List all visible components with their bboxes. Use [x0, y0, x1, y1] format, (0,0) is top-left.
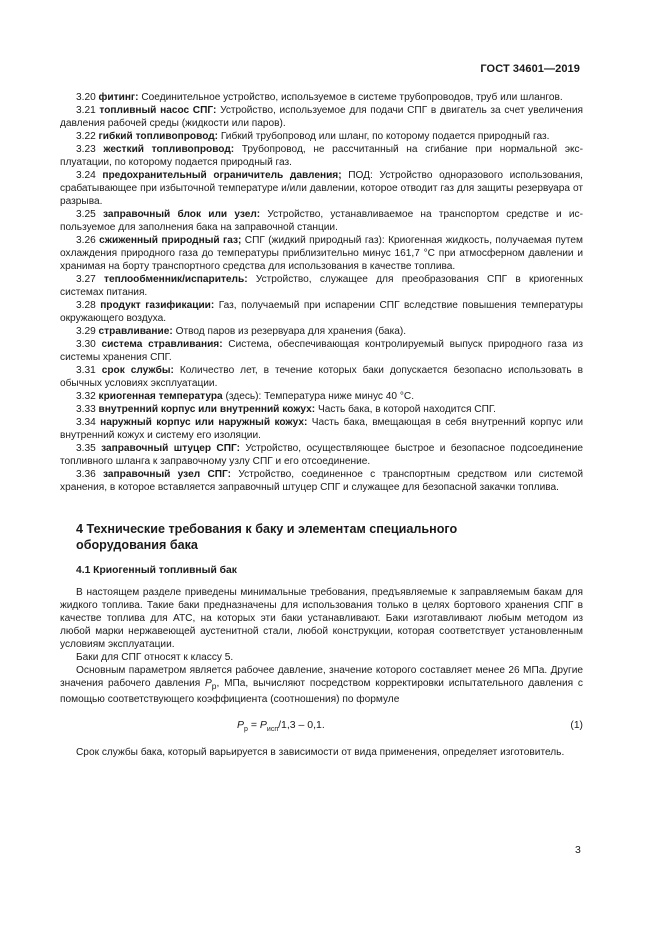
formula-rhs-sub: исп: [266, 726, 279, 734]
term-number: 3.24: [76, 170, 96, 181]
term-name: заправочный штуцер СПГ:: [101, 443, 240, 454]
pressure-text-1: Основным параметром является рабочее давление, значение которого составляет менее 26 МПа. Другие значения рабочего давления: [60, 665, 583, 689]
document-body: [60, 91, 583, 759]
pressure-text-2: , МПа, вычисляют посредством корректировки испытательного давления с помощью соответствующего коэффициента (соотношения) по формуле: [60, 678, 583, 706]
term-definition: Трубопровод, не рассчитанный на сгибание при нормальной эксплуатации, по которому подается природный газ.: [60, 144, 583, 168]
term-item: [60, 169, 583, 208]
term-number: 3.22: [76, 131, 96, 142]
term-definition: Система, обеспечивающая контролируемый выпуск природного газа из системы хранения СПГ.: [60, 339, 583, 363]
section-4-title-line-2: оборудования бака: [76, 538, 198, 552]
term-item: [60, 468, 583, 494]
term-definition: Устройство, используемое для подачи СПГ в двигатель за счет увеличения давления рабочей среды (жидкости или паров).: [60, 105, 584, 129]
term-definition: Устройство, соединенное с транспортным средством или системой хранения, в которое вставляется заправочный штуцер СПГ и служащее для безопасной закачки топлива.: [60, 469, 583, 493]
term-name: заправочный блок или узел:: [102, 209, 261, 220]
subsection-4-1-title: 4.1 Криогенный топливный бак: [76, 565, 237, 576]
term-name: внутренний корпус или внутренний кожух:: [98, 404, 316, 415]
term-name: продукт газификации:: [100, 300, 215, 311]
term-number: 3.34: [76, 417, 96, 428]
page-number: 3: [575, 844, 581, 856]
pressure-symbol-sub: р: [211, 681, 217, 692]
term-item: [60, 91, 583, 104]
formula-1: [237, 719, 325, 736]
term-item: [60, 208, 583, 234]
term-item: [60, 338, 583, 364]
formula-row: [60, 711, 583, 739]
term-definition: ПОД: Устройство одноразового использования, срабатывающее при избыточной температуре и/или давлении, которое отводит газ для защиты резервуара от разрыва.: [60, 170, 583, 207]
term-item: [60, 299, 583, 325]
term-item: [60, 130, 583, 143]
term-definition: Устройство, осуществляющее быстрое и безопасное подсоединение топливного шланга к заправочному узлу СПГ и его отсоединение.: [60, 443, 583, 467]
term-definition: Количество лет, в течение которых баки допускается безопасно использовать в обычных условиях эксплуатации.: [60, 365, 583, 389]
section-4-title: [76, 521, 583, 553]
term-definition: СПГ (жидкий природный газ): Криогенная жидкость, получаемая путем охлаждения природного газа до температуры приблизительно минус 161,7 °С при атмосферном давлении и хранимая на борту транспортного средства для использования в качестве топлива.: [60, 235, 583, 272]
term-number: 3.25: [76, 209, 96, 220]
term-item: [60, 403, 583, 416]
term-item: [60, 390, 583, 403]
standard-header: ГОСТ 34601—2019: [480, 63, 580, 75]
term-name: топливный насос СПГ:: [99, 105, 217, 116]
term-definition: Гибкий трубопровод или шланг, по которому подается природный газ.: [218, 131, 550, 142]
service-life-paragraph: Срок службы бака, который варьируется в зависимости от вида применения, определяет изготовитель.: [76, 747, 565, 759]
term-item: [60, 416, 583, 442]
term-definition: Соединительное устройство, используемое в системе трубопроводов, труб или шлангов.: [138, 92, 563, 103]
term-definition: Устройство, устанавливаемое на транспортом средстве и используемое для заполнения бака на заправочной станции.: [60, 209, 583, 233]
term-name: фитинг:: [98, 92, 139, 103]
term-name: теплообменник/испаритель:: [103, 274, 248, 285]
term-name: срок службы:: [101, 365, 174, 376]
term-item: [60, 104, 583, 130]
term-number: 3.28: [76, 300, 96, 311]
term-number: 3.33: [76, 404, 96, 415]
term-number: 3.21: [76, 105, 96, 116]
term-name: гибкий топливопровод:: [98, 131, 219, 142]
term-number: 3.30: [76, 339, 96, 350]
term-item: [60, 364, 583, 390]
term-item: [60, 325, 583, 338]
term-item: [60, 442, 583, 468]
term-item: [60, 273, 583, 299]
term-name: система стравливания:: [101, 339, 223, 350]
term-name: предохранительный ограничитель давления;: [102, 170, 342, 181]
term-number: 3.32: [76, 391, 96, 402]
formula-lhs: Р: [237, 719, 245, 732]
term-number: 3.36: [76, 469, 96, 480]
term-definition: Устройство, служащее для преобразования СПГ в криогенных системах питания.: [60, 274, 583, 298]
formula-number: (1): [570, 720, 583, 732]
section-4-title-line-1: 4 Технические требования к баку и элементам специального: [76, 522, 458, 536]
term-number: 3.31: [76, 365, 96, 376]
term-definition: Часть бака, вмещающая в себя внутренний корпус или внутренний кожух и систему его изоляции.: [60, 417, 583, 441]
term-number: 3.35: [76, 443, 96, 454]
term-name: жесткий топливопровод:: [103, 144, 235, 155]
formula-tail: /1,3 – 0,1.: [278, 719, 325, 732]
term-item: [60, 143, 583, 169]
formula-lhs-sub: р: [244, 726, 248, 734]
term-item: [60, 234, 583, 273]
term-name: наружный корпус или наружный кожух:: [100, 417, 308, 428]
term-name: заправочный узел СПГ:: [103, 469, 232, 480]
term-definition: Газ, получаемый при испарении СПГ вследствие повышения температуры окружающего воздуха.: [60, 300, 583, 324]
term-number: 3.20: [76, 92, 96, 103]
formula-equals: =: [247, 719, 260, 732]
term-definition: Отвод паров из резервуара для хранения (бака).: [172, 326, 407, 337]
term-number: 3.23: [76, 144, 96, 155]
pressure-symbol: Р: [205, 678, 212, 689]
term-number: 3.26: [76, 235, 96, 246]
term-definition: (здесь): Температура ниже минус 40 °С.: [222, 391, 415, 402]
term-number: 3.29: [76, 326, 96, 337]
terms-list: [60, 91, 583, 494]
formula-rhs: Р: [259, 719, 267, 732]
term-number: 3.27: [76, 274, 96, 285]
section-paragraph-1: В настоящем разделе приведены минимальные требования, предъявляемые к заправляемым бакам для жидкого топлива. Такие баки предназначены для использования только в целях бортового хранения СПГ в качестве топлива для АТС, на которых эти баки устанавливают. Баки изготавливают любым методом из любой марки нержавеющей аустенитной стали, любой конструкции, которая соответствует установленным условиям эксплуатации.: [60, 587, 583, 650]
term-definition: Часть бака, в которой находится СПГ.: [315, 404, 496, 415]
term-name: сжиженный природный газ;: [99, 235, 242, 246]
section-paragraph-2: Баки для СПГ относят к классу 5.: [76, 652, 234, 663]
term-name: криогенная температура: [98, 391, 223, 402]
term-name: стравливание:: [98, 326, 173, 337]
pressure-paragraph: [60, 664, 583, 706]
